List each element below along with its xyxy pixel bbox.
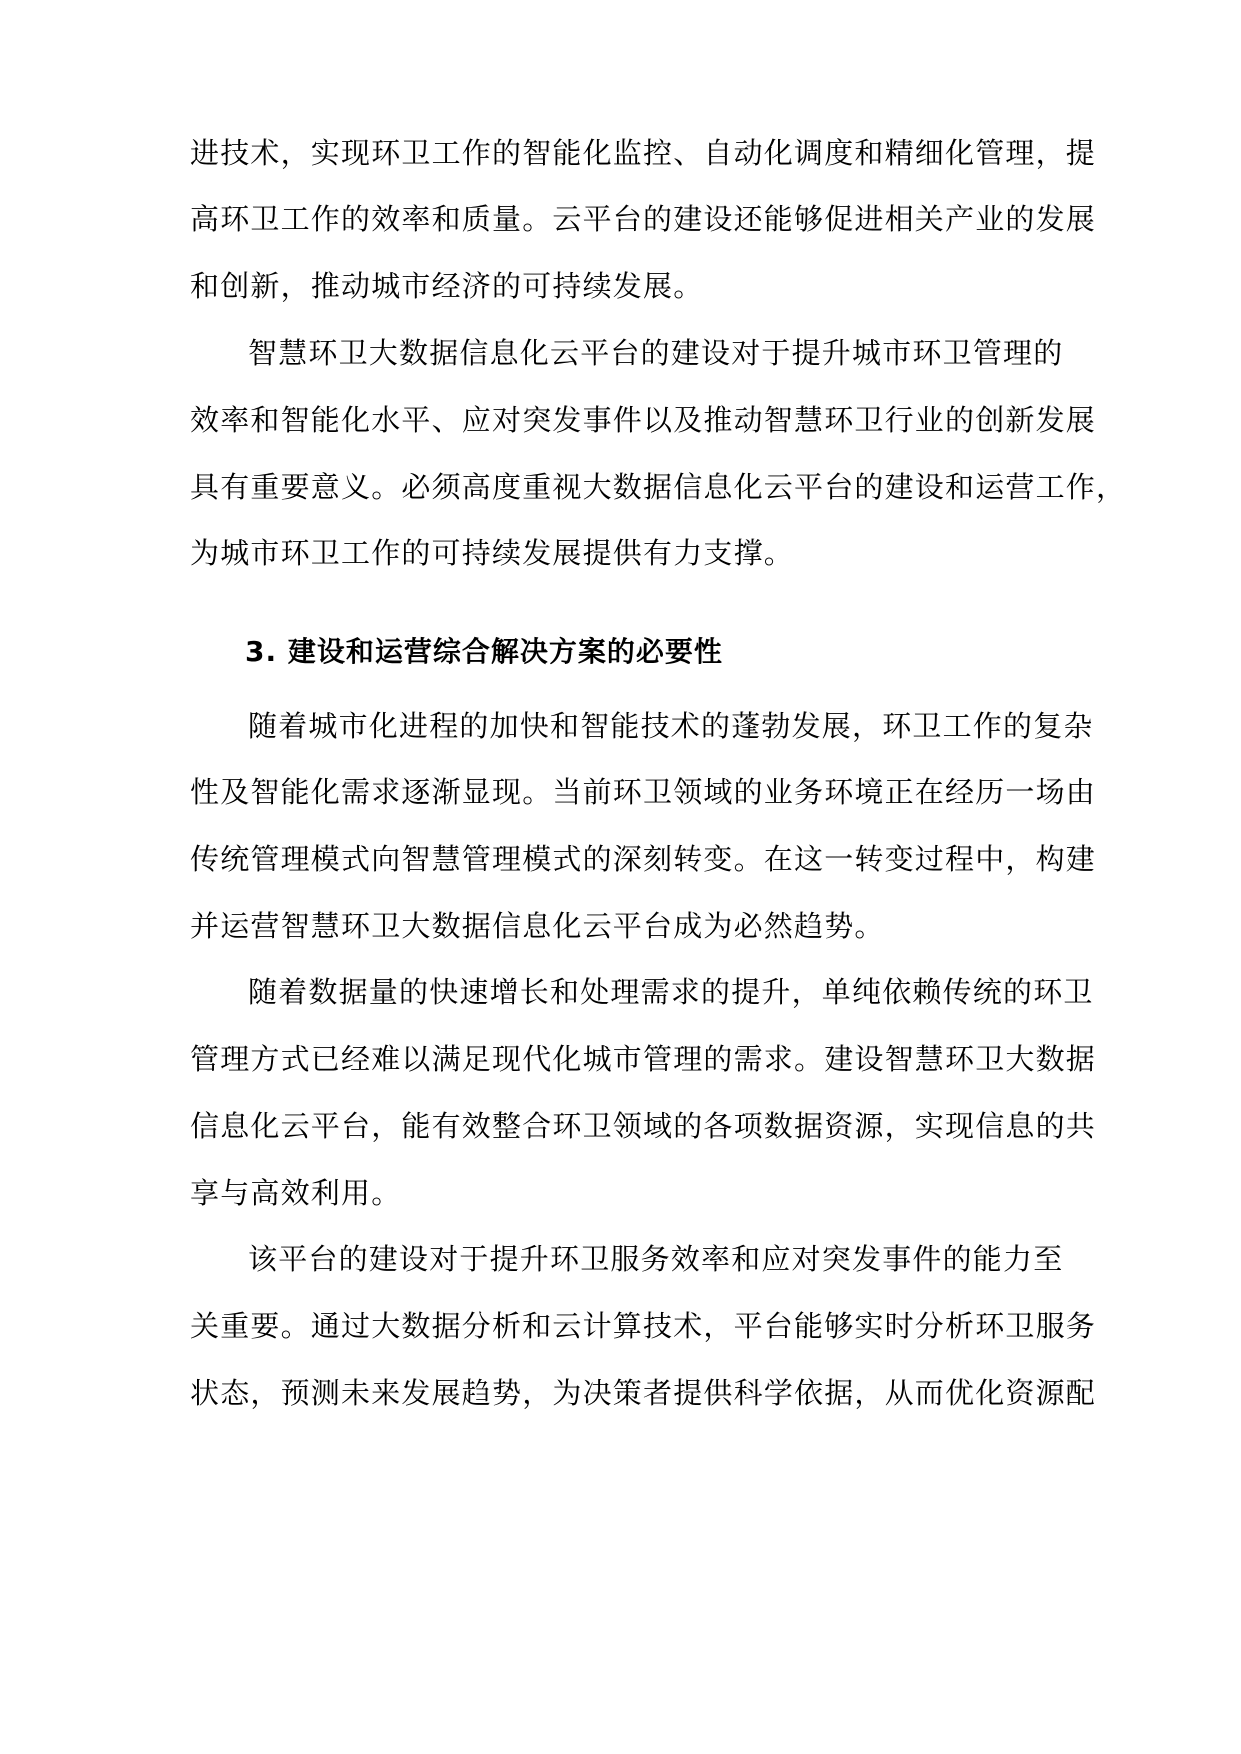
paragraph-3-line-4: 并运营智慧环卫大数据信息化云平台成为必然趋势。 [190, 909, 885, 943]
paragraph-2-line-4: 为城市环卫工作的可持续发展提供有力支撑。 [190, 536, 795, 570]
paragraph-5-line-2: 关重要。通过大数据分析和云计算技术，平台能够实时分析环卫服务 [190, 1309, 1097, 1343]
paragraph-5-line-1: 该平台的建设对于提升环卫服务效率和应对突发事件的能力至 [248, 1242, 1064, 1276]
section-heading: 3. 建设和运营综合解决方案的必要性 [245, 635, 723, 668]
paragraph-4-line-2: 管理方式已经难以满足现代化城市管理的需求。建设智慧环卫大数据 [190, 1042, 1097, 1076]
paragraph-5-line-3: 状态，预测未来发展趋势，为决策者提供科学依据，从而优化资源配 [190, 1376, 1097, 1410]
paragraph-2-line-3: 具有重要意义。必须高度重视大数据信息化云平台的建设和运营工作， [190, 470, 1127, 504]
paragraph-4-line-4: 享与高效利用。 [190, 1176, 402, 1210]
paragraph-2-line-2: 效率和智能化水平、应对突发事件以及推动智慧环卫行业的创新发展 [190, 403, 1097, 437]
paragraph-4-line-3: 信息化云平台，能有效整合环卫领域的各项数据资源，实现信息的共 [190, 1109, 1097, 1143]
paragraph-3-line-3: 传统管理模式向智慧管理模式的深刻转变。在这一转变过程中，构建 [190, 842, 1097, 876]
paragraph-3-line-1: 随着城市化进程的加快和智能技术的蓬勃发展，环卫工作的复杂 [248, 709, 1094, 743]
paragraph-2-line-1: 智慧环卫大数据信息化云平台的建设对于提升城市环卫管理的 [248, 336, 1064, 370]
paragraph-3-line-2: 性及智能化需求逐渐显现。当前环卫领域的业务环境正在经历一场由 [190, 775, 1097, 809]
paragraph-1-line-2: 高环卫工作的效率和质量。云平台的建设还能够促进相关产业的发展 [190, 202, 1097, 236]
paragraph-1-line-1: 进技术，实现环卫工作的智能化监控、自动化调度和精细化管理，提 [190, 136, 1097, 170]
paragraph-4-line-1: 随着数据量的快速增长和处理需求的提升，单纯依赖传统的环卫 [248, 975, 1094, 1009]
paragraph-1-line-3: 和创新，推动城市经济的可持续发展。 [190, 269, 704, 303]
